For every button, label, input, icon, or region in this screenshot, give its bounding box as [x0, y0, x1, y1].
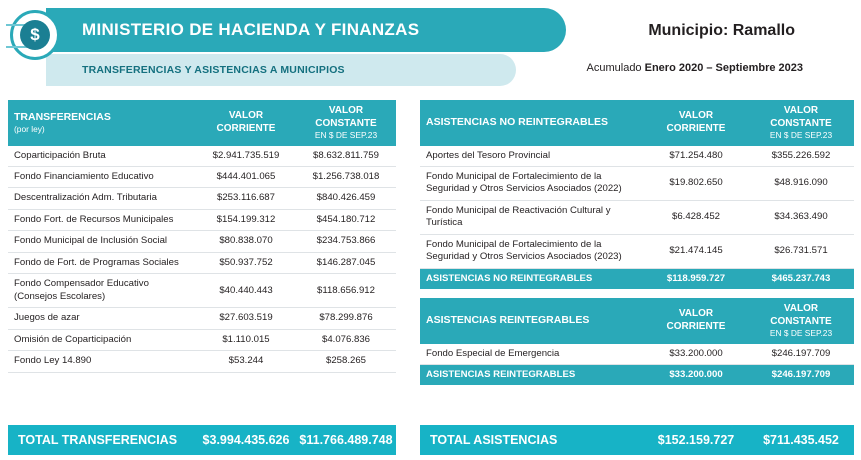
row-label: Aportes del Tesoro Provincial — [420, 146, 644, 167]
th-valor-corriente-main: VALOR — [678, 308, 714, 320]
table-header-row — [420, 298, 854, 344]
th-asistencias-nr-sub: NO REINTEGRABLES — [499, 116, 609, 129]
row-valor-corriente: $40.440.443 — [196, 274, 296, 308]
row-valor-constante: $454.180.712 — [296, 209, 396, 230]
row-valor-constante: $355.226.592 — [748, 146, 854, 167]
th-asistencias-nr — [420, 100, 644, 146]
money-circulation-icon: $ — [4, 4, 66, 66]
table-row — [420, 146, 854, 167]
page-header — [0, 0, 861, 92]
total-transfers-corriente: $3.994.435.626 — [202, 433, 290, 447]
row-valor-corriente: $27.603.519 — [196, 308, 296, 329]
row-valor-constante: $26.731.571 — [748, 234, 854, 268]
table-row — [420, 344, 854, 365]
summary-label: ASISTENCIAS REINTEGRABLES — [420, 364, 644, 385]
period-prefix: Acumulado — [586, 62, 642, 74]
table-row — [8, 209, 396, 230]
row-valor-constante: $48.916.090 — [748, 166, 854, 200]
th-valor-corriente-sub: CORRIENTE — [666, 122, 726, 134]
row-valor-corriente: $154.199.312 — [196, 209, 296, 230]
table-row — [420, 234, 854, 268]
table-summary-row — [420, 268, 854, 289]
th-transfers — [8, 100, 196, 146]
row-label: Fondo Especial de Emergencia — [420, 344, 644, 365]
total-transfers-constante: $11.766.489.748 — [299, 433, 393, 447]
table-row — [420, 166, 854, 200]
th-valor-constante — [748, 298, 854, 344]
row-valor-corriente: $1.110.015 — [196, 329, 296, 350]
total-assistances-constante: $711.435.452 — [763, 433, 839, 447]
period-line — [587, 62, 803, 74]
row-label: Fondo Ley 14.890 — [8, 351, 196, 372]
row-valor-constante: $1.256.738.018 — [296, 166, 396, 187]
municipality-label: Municipio: — [648, 22, 729, 39]
page-subtitle: TRANSFERENCIAS Y ASISTENCIAS A MUNICIPIOS — [82, 64, 345, 76]
th-valor-constante — [296, 100, 396, 146]
total-assistances-label: TOTAL ASISTENCIAS — [430, 433, 558, 447]
th-valor-corriente-sub: CORRIENTE — [666, 320, 726, 332]
row-valor-corriente: $19.802.650 — [644, 166, 748, 200]
transfers-table — [8, 100, 396, 373]
table-row — [8, 274, 396, 308]
summary-valor-corriente: $118.959.727 — [644, 268, 748, 289]
th-asistencias-nr-main: ASISTENCIAS — [426, 116, 497, 129]
table-row — [8, 231, 396, 252]
row-label: Fondo Municipal de Fortalecimiento de la Seguridad y Otros Servicios Asociados (2023) — [420, 234, 644, 268]
row-valor-corriente: $33.200.000 — [644, 344, 748, 365]
total-assistances-bar — [420, 425, 854, 455]
row-valor-corriente: $80.838.070 — [196, 231, 296, 252]
total-transfers-bar — [8, 425, 396, 455]
table-row — [8, 146, 396, 167]
table-row — [8, 188, 396, 209]
summary-valor-constante: $246.197.709 — [748, 364, 854, 385]
total-assistances-corriente: $152.159.727 — [657, 433, 735, 447]
table-row — [8, 351, 396, 372]
total-transfers-label: TOTAL TRANSFERENCIAS — [18, 433, 178, 447]
row-valor-corriente: $53.244 — [196, 351, 296, 372]
th-asistencias-r: ASISTENCIAS REINTEGRABLES — [420, 298, 644, 344]
th-valor-constante-main: VALOR CONSTANTE — [315, 105, 377, 129]
th-valor-corriente — [644, 100, 748, 146]
th-valor-constante-sub: EN $ DE SEP.23 — [769, 328, 833, 338]
row-valor-corriente: $444.401.065 — [196, 166, 296, 187]
summary-valor-corriente: $33.200.000 — [644, 364, 748, 385]
row-valor-constante: $146.287.045 — [296, 252, 396, 273]
th-transfers-sub: (por ley) — [14, 124, 45, 135]
row-valor-constante: $78.299.876 — [296, 308, 396, 329]
row-label: Fondo Municipal de Fortalecimiento de la Seguridad y Otros Servicios Asociados (2022) — [420, 166, 644, 200]
th-valor-corriente-main: VALOR — [678, 110, 714, 122]
period-range: Enero 2020 – Septiembre 2023 — [644, 62, 803, 74]
row-label: Coparticipación Bruta — [8, 146, 196, 167]
row-label: Fondo Financiamiento Educativo — [8, 166, 196, 187]
th-valor-corriente — [644, 298, 748, 344]
row-valor-constante: $34.363.490 — [748, 200, 854, 234]
table-row — [8, 166, 396, 187]
table-summary-row — [420, 364, 854, 385]
th-valor-corriente — [196, 100, 296, 146]
row-valor-constante: $246.197.709 — [748, 344, 854, 365]
municipality — [648, 22, 795, 40]
row-label: Descentralización Adm. Tributaria — [8, 188, 196, 209]
summary-label: ASISTENCIAS NO REINTEGRABLES — [420, 268, 644, 289]
table-header-row — [420, 100, 854, 146]
row-valor-constante: $8.632.811.759 — [296, 146, 396, 167]
row-valor-constante: $234.753.866 — [296, 231, 396, 252]
th-valor-constante-sub: EN $ DE SEP.23 — [769, 130, 833, 140]
row-valor-constante: $840.426.459 — [296, 188, 396, 209]
table-row — [420, 200, 854, 234]
row-valor-constante: $4.076.836 — [296, 329, 396, 350]
summary-valor-constante: $465.237.743 — [748, 268, 854, 289]
th-valor-constante-main: VALOR CONSTANTE — [770, 105, 832, 129]
row-valor-corriente: $71.254.480 — [644, 146, 748, 167]
table-row — [8, 329, 396, 350]
row-valor-corriente: $50.937.752 — [196, 252, 296, 273]
row-label: Fondo de Fort. de Programas Sociales — [8, 252, 196, 273]
table-row — [8, 252, 396, 273]
page-title: MINISTERIO DE HACIENDA Y FINANZAS — [82, 20, 420, 39]
row-label: Fondo Compensador Educativo (Consejos Escolares) — [8, 274, 196, 308]
row-valor-corriente: $2.941.735.519 — [196, 146, 296, 167]
th-transfers-main: TRANSFERENCIAS — [14, 110, 111, 123]
row-valor-constante: $118.656.912 — [296, 274, 396, 308]
row-label: Juegos de azar — [8, 308, 196, 329]
row-label: Fondo Fort. de Recursos Municipales — [8, 209, 196, 230]
row-valor-corriente: $21.474.145 — [644, 234, 748, 268]
municipality-name: Ramallo — [732, 22, 795, 39]
row-label: Fondo Municipal de Inclusión Social — [8, 231, 196, 252]
th-valor-constante-sub: EN $ DE SEP.23 — [314, 130, 378, 140]
refundable-assistances-table — [420, 298, 854, 385]
row-label: Omisión de Coparticipación — [8, 329, 196, 350]
non-refundable-assistances-table — [420, 100, 854, 289]
row-valor-corriente: $253.116.687 — [196, 188, 296, 209]
th-valor-constante — [748, 100, 854, 146]
th-valor-corriente-main: VALOR — [228, 110, 264, 122]
row-valor-corriente: $6.428.452 — [644, 200, 748, 234]
row-valor-constante: $258.265 — [296, 351, 396, 372]
table-row — [8, 308, 396, 329]
row-label: Fondo Municipal de Reactivación Cultural y Turística — [420, 200, 644, 234]
th-valor-corriente-sub: CORRIENTE — [216, 122, 276, 134]
table-header-row — [8, 100, 396, 146]
th-valor-constante-main: VALOR CONSTANTE — [770, 303, 832, 327]
